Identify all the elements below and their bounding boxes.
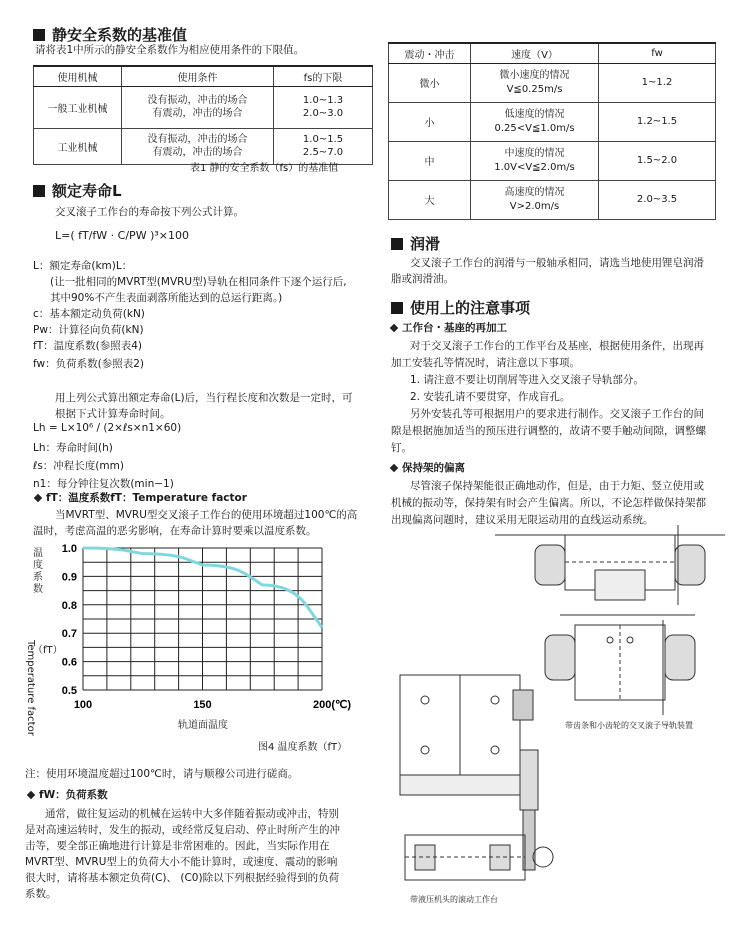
chart-title: 图4 温度系数（fT）: [258, 742, 348, 753]
chart-ytick-label: 0.8: [61, 599, 77, 612]
square-bullet-icon: [33, 185, 45, 197]
fw-para: 很大时，请将基本额定负荷(C)、 (C0)除以下列根据经验得到的负荷: [25, 872, 340, 884]
chart-ytick-label: 0.7: [61, 628, 77, 641]
lube-para: 交叉滚子工作台的润滑与一般轴承相同，请选当地使用锂皂润滑: [410, 257, 704, 269]
table1-caption: 表1 静的安全系数（fs）的基准值: [190, 163, 339, 174]
section-title-lubrication: 润滑: [391, 233, 440, 254]
col-fs: fs的下限: [274, 66, 373, 86]
square-bullet-icon: [391, 302, 403, 314]
section-title-usage-notes: 使用上的注意事项: [391, 297, 530, 318]
section-title-safety-factor: 静安全系数的基准值: [33, 24, 187, 45]
col-machine: 使用机械: [34, 66, 122, 86]
col-condition: 使用条件: [122, 66, 274, 86]
lube-para: 脂或润滑油。: [391, 273, 454, 285]
life-intro: 交叉滚子工作台的寿命按下列公式计算。: [55, 206, 244, 218]
table-row: 中 中速度的情况 1.0V<V≦2.0m/s 1.5~2.0: [389, 141, 716, 180]
rack-pinion-drawing-middle: [545, 620, 695, 715]
chart-xtick-label: 200(℃): [312, 699, 352, 711]
life-def: c：基本额定动负荷(kN): [33, 308, 145, 320]
life-def: L：额定寿命(km)L：: [33, 260, 133, 272]
life-formula: L=( fT/fW · C/PW )³×100: [55, 229, 189, 242]
life-def: Lh：寿命时间(h): [33, 442, 113, 454]
life-para: 根据下式计算寿命时间。: [55, 408, 171, 420]
rework-para: 1. 请注意不要让切削屑等进入交叉滚子导轨部分。: [410, 374, 644, 386]
rework-para: 钉。: [391, 442, 412, 454]
fw-para: 是对高速运转时，发生的振动，或经常反复启动、停止时所产生的冲: [25, 824, 340, 836]
life-def: n1：每分钟往复次数(min−1): [33, 478, 174, 490]
fw-para: MVRT型、MVRU型上的负荷大小不能计算时，或速度、震动的影响: [25, 856, 338, 868]
chart-ytick-label: 0.5: [61, 685, 77, 697]
life-formula-2: Lh = L×10⁶ / (2×ℓs×n1×60): [33, 422, 182, 434]
section-title-rated-life: 额定寿命L: [33, 180, 122, 201]
fw-para: 系数。: [25, 888, 57, 900]
square-bullet-icon: [33, 29, 45, 41]
fw-para: 击等，要全部正确地进行计算是非常困难的。因此，当实际作用在: [25, 840, 330, 852]
rework-para: 对于交叉滚子工作台的工作平台及基座，根据使用条件，出现再: [410, 340, 704, 352]
life-def: Pw：计算径向负荷(kN): [33, 324, 144, 336]
table-row: 工业机械 没有振动，冲击的场合 有震动，冲击的场合 1.0~1.5 2.5~7.0: [34, 128, 373, 164]
table-row: 小 低速度的情况 0.25<V≦1.0m/s 1.2~1.5: [389, 102, 716, 141]
diamond-bullet-icon: [27, 791, 35, 799]
safety-factor-table: [33, 65, 373, 165]
load-factor-table: 震动・冲击 速度（V） fw 微小 微小速度的情况 V≦0.25m/s 1~1.2 小 低速度的情况 0.25<V≦1.0m/s 1.2~1.5 中 中速度的情况 1.0V<V≦2.0m/s 1.5~2.0 大 高速度的情况 V>2.0m/s 2.0~3.5: [388, 42, 716, 220]
table-row: 一般工业机械 没有振动，冲击的场合 有震动，冲击的场合 1.0~1.3 2.0~3.0: [34, 86, 373, 128]
chart-ylabel-sym: （fT）: [33, 645, 63, 656]
note: 注：使用环境温度超过100℃时，请与顺穆公司进行磋商。: [25, 768, 299, 780]
cage-subhead: 保持架的偏离: [391, 460, 465, 475]
life-def: fw：负荷系数(参照表2): [33, 358, 144, 370]
life-def: (让一批相同的MVRT型(MVRU型)导轨在相同条件下逐个运行后,: [50, 276, 347, 288]
figure-caption-rack: 带齿条和小齿轮的交叉滚子导轨装置: [565, 721, 693, 730]
life-def: 其中90%不产生表面剥落所能达到的总运行距离。): [50, 292, 283, 304]
chart-xtick-label: 100: [73, 699, 93, 711]
life-def: ℓs：冲程长度(mm): [33, 460, 124, 472]
hydraulic-table-drawing: [400, 675, 553, 880]
cage-para: 尽管滚子保持架能很正确地动作，但是，由于力矩、竖立使用或: [410, 480, 704, 492]
figure-caption-hydraulic: 带液压机头的滚动工作台: [410, 895, 498, 904]
chart-ylabel-en: Temperature factor: [25, 640, 36, 736]
rack-pinion-drawing-top: [495, 525, 725, 615]
chart-grid: [83, 548, 322, 690]
chart-axis-labels: [62, 543, 352, 711]
diamond-bullet-icon: [390, 324, 398, 332]
chart-ytick-label: 0.9: [61, 571, 77, 584]
life-para: 用上列公式算出额定寿命(L)后，当行程长度和次数是一定时，可: [55, 392, 353, 404]
chart-xlabel: 轨道面温度: [178, 720, 228, 731]
ft-para: 温时，考虑高温的恶劣影响，在寿命计算时要乘以温度系数。: [33, 525, 317, 537]
square-bullet-icon: [391, 238, 403, 250]
diamond-bullet-icon: [390, 464, 398, 472]
safety-intro: 请将表1中所示的静安全系数作为相应使用条件的下限值。: [35, 44, 305, 56]
rework-para: 2. 安装孔请不要贯穿，作成盲孔。: [410, 391, 571, 403]
fw-subhead: fW：负荷系数: [28, 787, 108, 802]
fw-para: 通常，做往复运动的机械在运转中大多伴随着振动或冲击，特别: [45, 808, 339, 820]
cage-para: 出现偏离问题时，建议采用无限运动用的直线运动系统。: [391, 514, 654, 526]
chart-ytick-label: 1.0: [61, 543, 77, 555]
ft-para: 当MVRT型、MVRU型交叉滚子工作台的使用环境超过100℃的高: [55, 509, 358, 521]
rework-para: 隙是根据施加适当的预压进行调整的，故请不要手触动间隙，调整螺: [391, 425, 706, 437]
cage-para: 机械的振动等，保持架有时会产生偏离。所以，不论怎样做保持架都: [391, 497, 706, 509]
chart-ytick-label: 0.6: [61, 656, 77, 669]
rework-subhead: 工作台・基座的再加工: [391, 320, 507, 335]
table-row: 大 高速度的情况 V>2.0m/s 2.0~3.5: [389, 180, 716, 219]
chart-ylabel-cn: 温度系数: [33, 548, 43, 595]
rework-para: 另外安装孔等可根据用户的要求进行制作。交叉滚子工作台的间: [410, 408, 704, 420]
chart-xtick-label: 150: [193, 699, 212, 711]
table-row: 微小 微小速度的情况 V≦0.25m/s 1~1.2: [389, 63, 716, 102]
rework-para: 加工安装孔等情况时，请注意以下事项。: [391, 357, 580, 369]
diamond-bullet-icon: [34, 494, 42, 502]
ft-subhead: fT：温度系数fT：Temperature factor: [35, 490, 247, 505]
life-def: fT：温度系数(参照表4): [33, 340, 142, 352]
